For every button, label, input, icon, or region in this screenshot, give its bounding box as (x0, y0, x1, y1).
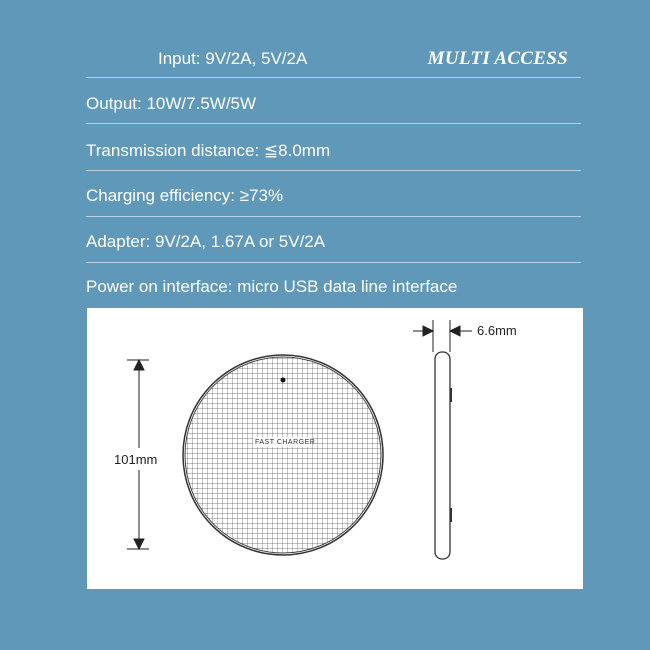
pad-label: FAST CHARGER (255, 439, 316, 446)
spec-distance: Transmission distance: ≦8.0mm (86, 141, 331, 160)
spec-input: Input: 9V/2A, 5V/2A (158, 49, 308, 68)
divider (86, 170, 581, 171)
spec-efficiency: Charging efficiency: ≥73% (86, 186, 284, 205)
divider (86, 216, 581, 217)
thickness-arrow (413, 320, 472, 352)
charger-pad (183, 355, 383, 555)
divider (86, 262, 581, 263)
brand-logo: MULTI ACCESS (427, 48, 568, 69)
charger-drawing (87, 308, 583, 589)
spec-output: Output: 10W/7.5W/5W (86, 94, 257, 113)
thickness-label: 6.6mm (477, 323, 517, 338)
spec-adapter: Adapter: 9V/2A, 1.67A or 5V/2A (86, 232, 326, 251)
dimension-diagram (87, 308, 583, 589)
spec-interface: Power on interface: micro USB data line interface (86, 277, 458, 296)
side-view (435, 352, 452, 559)
diameter-label: 101mm (114, 452, 158, 467)
divider (86, 123, 581, 124)
led-dot (281, 378, 286, 383)
divider (86, 77, 581, 78)
